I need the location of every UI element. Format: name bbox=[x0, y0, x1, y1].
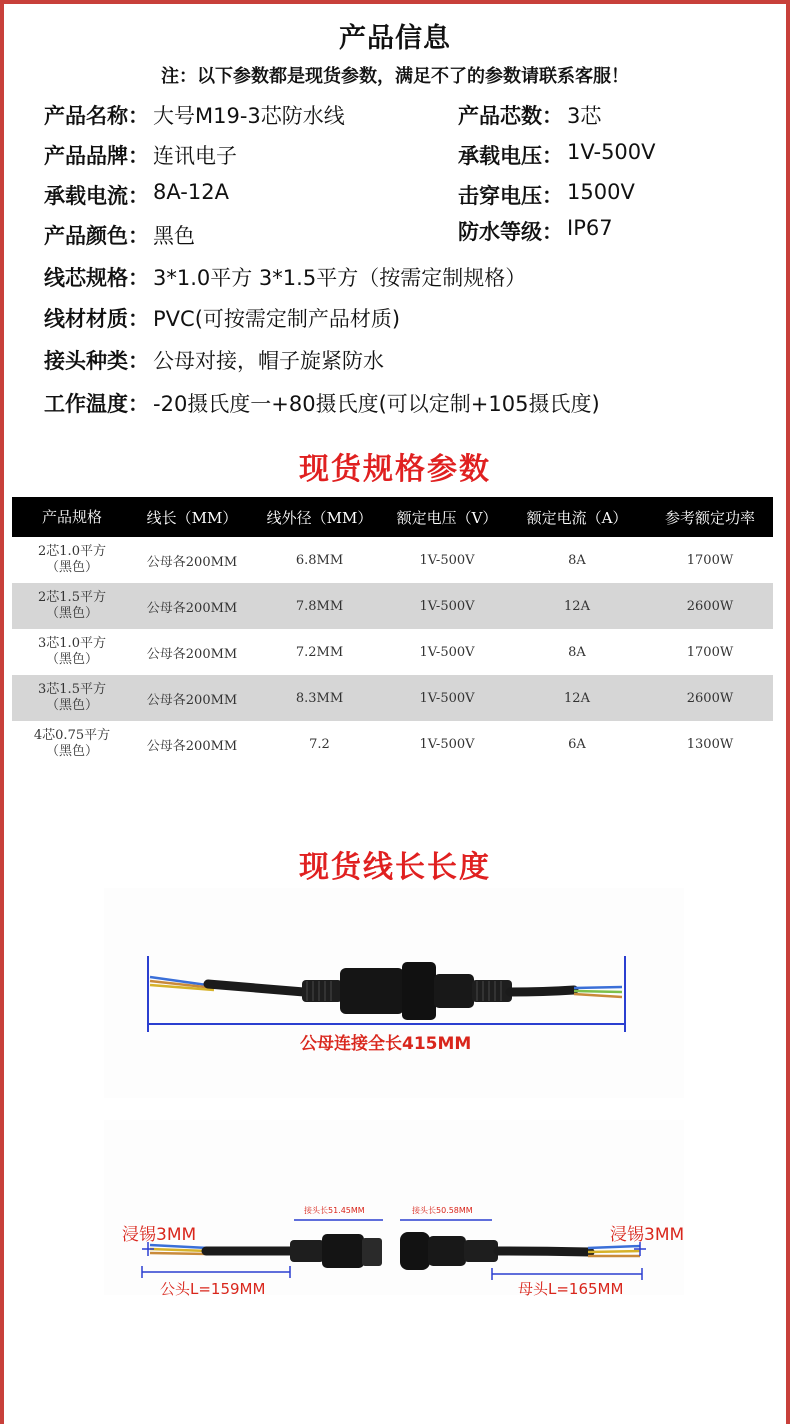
spec-value: 公母对接，帽子旋紧防水 bbox=[153, 349, 384, 373]
spec-key: 线芯规格： bbox=[44, 266, 149, 290]
total-length-label: 公母连接全长415MM bbox=[300, 1034, 472, 1054]
cell-spec bbox=[12, 682, 132, 714]
cell-voltage: 1V-500V bbox=[419, 644, 475, 660]
connector-nut bbox=[402, 962, 436, 1020]
cell-power: 2600W bbox=[686, 690, 734, 706]
spec-key: 承载电流： bbox=[44, 184, 149, 208]
table-row bbox=[12, 629, 773, 675]
spec-value: 3*1.0平方 3*1.5平方（按需定制规格） bbox=[153, 266, 527, 290]
strain-relief-left bbox=[302, 980, 342, 1002]
cell-length: 公母各200MM bbox=[146, 554, 238, 570]
connector-male-body bbox=[322, 1234, 364, 1268]
header-cell: 额定电压（V） bbox=[396, 508, 498, 527]
top-border bbox=[0, 0, 790, 4]
table-row bbox=[12, 675, 773, 721]
cell-current: 12A bbox=[564, 598, 590, 614]
strain-relief-female bbox=[464, 1240, 498, 1262]
spec-value: 1V-500V bbox=[567, 140, 656, 164]
cell-spec-line1: 3芯1.5平方 bbox=[38, 682, 106, 697]
cable-separated-drawing bbox=[0, 1200, 790, 1320]
spec-voltage bbox=[458, 140, 656, 170]
cell-spec bbox=[12, 544, 132, 576]
spec-key: 产品品牌： bbox=[44, 144, 149, 168]
cell-spec-line2: （黑色） bbox=[45, 560, 98, 575]
cable-photo-assembled bbox=[104, 888, 684, 1098]
spec-waterproof bbox=[458, 216, 613, 246]
spec-temp bbox=[44, 388, 600, 418]
cable-assembled-drawing bbox=[104, 888, 684, 1098]
tin-right-label: 浸锡3MM bbox=[610, 1225, 685, 1245]
cable-right bbox=[510, 990, 574, 992]
male-length-label: 公头L=159MM bbox=[160, 1280, 266, 1298]
wire-brown bbox=[574, 994, 622, 997]
cell-spec bbox=[12, 728, 132, 760]
spec-key: 产品名称： bbox=[44, 104, 149, 128]
cell-spec-line1: 4芯0.75平方 bbox=[33, 728, 111, 743]
cell-od: 7.2MM bbox=[295, 644, 344, 660]
head-right-label: 接头长50.58MM bbox=[412, 1206, 473, 1215]
spec-connector bbox=[44, 345, 384, 375]
spec-value: -20摄氏度一+80摄氏度(可以定制+105摄氏度) bbox=[153, 392, 600, 416]
cell-voltage: 1V-500V bbox=[419, 736, 475, 752]
note-text: 注：以下参数都是现货参数，满足不了的参数请联系客服！ bbox=[161, 66, 629, 87]
cell-current: 12A bbox=[564, 690, 590, 706]
connector-female-body bbox=[428, 1236, 466, 1266]
spec-name bbox=[44, 100, 345, 130]
wire-brown bbox=[150, 1253, 208, 1254]
spec-brand bbox=[44, 140, 237, 170]
wire-blue bbox=[574, 987, 622, 988]
cell-power: 1700W bbox=[686, 644, 734, 660]
section-title-specs: 现货规格参数 bbox=[299, 452, 491, 487]
cell-od: 7.2 bbox=[309, 736, 330, 752]
header-cell: 线外径（MM） bbox=[266, 508, 373, 527]
wire-yellow bbox=[150, 1249, 208, 1251]
spec-key: 产品芯数： bbox=[458, 104, 563, 128]
spec-material bbox=[44, 303, 400, 333]
cell-power: 1700W bbox=[686, 552, 734, 568]
cell-power: 2600W bbox=[686, 598, 734, 614]
header-cell: 线长（MM） bbox=[146, 508, 238, 527]
page-title: 产品信息 bbox=[339, 23, 451, 54]
table-header bbox=[12, 497, 773, 537]
cell-length: 公母各200MM bbox=[146, 600, 238, 616]
connector-female bbox=[434, 974, 474, 1008]
table-row bbox=[12, 721, 773, 767]
spec-wire bbox=[44, 262, 526, 292]
cell-od: 7.8MM bbox=[295, 598, 344, 614]
spec-key: 承载电压： bbox=[458, 144, 563, 168]
spec-key: 防水等级： bbox=[458, 220, 563, 244]
connector-male-thread bbox=[362, 1238, 382, 1266]
tin-left-label: 浸锡3MM bbox=[122, 1225, 197, 1245]
spec-key: 击穿电压： bbox=[458, 184, 563, 208]
cell-spec bbox=[12, 590, 132, 622]
spec-cores bbox=[458, 100, 601, 130]
cell-spec-line2: （黑色） bbox=[45, 652, 98, 667]
header-cell: 产品规格 bbox=[41, 508, 102, 526]
cell-current: 8A bbox=[568, 552, 586, 568]
cell-spec bbox=[12, 636, 132, 668]
spec-table bbox=[12, 497, 773, 767]
spec-value: 1500V bbox=[567, 180, 635, 204]
cell-power: 1300W bbox=[686, 736, 734, 752]
cell-spec-line1: 2芯1.5平方 bbox=[38, 590, 106, 605]
wire-yellow bbox=[588, 1251, 640, 1252]
cell-spec-line2: （黑色） bbox=[45, 744, 98, 759]
head-left-label: 接头长51.45MM bbox=[304, 1206, 365, 1215]
wire-blue bbox=[588, 1246, 640, 1248]
strain-relief-male bbox=[290, 1240, 324, 1262]
spec-color bbox=[44, 220, 195, 250]
cell-spec-line2: （黑色） bbox=[45, 606, 98, 621]
header-cell: 参考额定功率 bbox=[664, 508, 755, 527]
cable-left bbox=[208, 984, 304, 992]
connector-male bbox=[340, 968, 404, 1014]
spec-value: 黑色 bbox=[153, 224, 195, 248]
header-cell: 额定电流（A） bbox=[526, 508, 628, 527]
spec-value: 8A-12A bbox=[153, 180, 229, 204]
section-title-length: 现货线长长度 bbox=[299, 850, 491, 885]
female-length-label: 母头L=165MM bbox=[518, 1280, 624, 1298]
wire-green bbox=[574, 991, 622, 992]
cell-length: 公母各200MM bbox=[146, 738, 238, 754]
table-row bbox=[12, 537, 773, 583]
cell-voltage: 1V-500V bbox=[419, 690, 475, 706]
cable-female bbox=[498, 1251, 590, 1252]
spec-current bbox=[44, 180, 229, 210]
spec-value: 大号M19-3芯防水线 bbox=[153, 104, 345, 128]
cell-od: 8.3MM bbox=[295, 690, 344, 706]
table-row bbox=[12, 583, 773, 629]
spec-key: 产品颜色： bbox=[44, 224, 149, 248]
spec-value: 连讯电子 bbox=[153, 144, 237, 168]
cell-spec-line1: 3芯1.0平方 bbox=[38, 636, 106, 651]
cell-current: 8A bbox=[568, 644, 586, 660]
cell-voltage: 1V-500V bbox=[419, 598, 475, 614]
spec-value: PVC(可按需定制产品材质) bbox=[153, 307, 401, 331]
spec-breakdown bbox=[458, 180, 635, 210]
spec-key: 工作温度： bbox=[44, 392, 149, 416]
spec-value: IP67 bbox=[567, 216, 613, 240]
cell-length: 公母各200MM bbox=[146, 646, 238, 662]
cell-length: 公母各200MM bbox=[146, 692, 238, 708]
cell-od: 6.8MM bbox=[295, 552, 344, 568]
spec-key: 线材材质： bbox=[44, 307, 149, 331]
wire-blue bbox=[150, 1245, 208, 1248]
connector-female-cap bbox=[400, 1232, 430, 1270]
cell-current: 6A bbox=[568, 736, 586, 752]
spec-key: 接头种类： bbox=[44, 349, 149, 373]
cell-spec-line2: （黑色） bbox=[45, 698, 98, 713]
spec-value: 3芯 bbox=[567, 104, 602, 128]
cell-spec-line1: 2芯1.0平方 bbox=[38, 544, 106, 559]
cell-voltage: 1V-500V bbox=[419, 552, 475, 568]
